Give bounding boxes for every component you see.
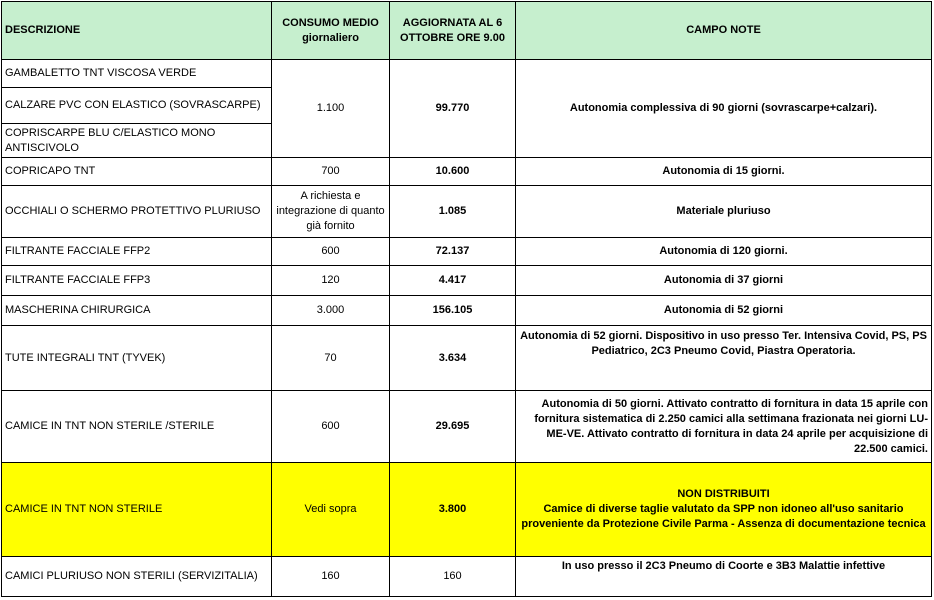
table-row xyxy=(2,158,932,186)
row-consumo: A richiesta e integrazione di quanto già fornito xyxy=(272,186,390,238)
row-consumo: 700 xyxy=(272,158,390,186)
header-consumo: CONSUMO MEDIO giornaliero xyxy=(272,2,390,60)
row-consumo: 3.000 xyxy=(272,296,390,326)
header-descrizione: DESCRIZIONE xyxy=(2,2,272,60)
row-consumo: Vedi sopra xyxy=(272,463,390,557)
row-desc: TUTE INTEGRALI TNT (TYVEK) xyxy=(2,326,272,391)
row-note: Autonomia di 52 giorni xyxy=(516,296,932,326)
header-aggiornata: AGGIORNATA AL 6 OTTOBRE ORE 9.00 xyxy=(390,2,516,60)
table-row xyxy=(2,326,932,391)
row-desc: CAMICE IN TNT NON STERILE /STERILE xyxy=(2,391,272,463)
row-desc: COPRICAPO TNT xyxy=(2,158,272,186)
row-note: Autonomia di 37 giorni xyxy=(516,266,932,296)
row-qty: 72.137 xyxy=(390,238,516,266)
row-desc: CALZARE PVC CON ELASTICO (SOVRASCARPE) xyxy=(2,88,272,124)
table-row-highlighted xyxy=(2,463,932,557)
row-consumo: 600 xyxy=(272,391,390,463)
row-qty: 156.105 xyxy=(390,296,516,326)
note-title: NON DISTRIBUITI xyxy=(677,488,770,500)
row-desc: OCCHIALI O SCHERMO PROTETTIVO PLURIUSO xyxy=(2,186,272,238)
row-desc: FILTRANTE FACCIALE FFP3 xyxy=(2,266,272,296)
header-row xyxy=(2,2,932,60)
row-note: Autonomia di 50 giorni. Attivato contratto di fornitura in data 15 aprile con fornitura sistematica di 2.250 camici alla settimana frazionata nei giorni LU-ME-VE. Attivato contratto di fornitura in data 24 aprile per acquisizione di 22.500 camici. xyxy=(516,391,932,463)
row-note: Autonomia complessiva di 90 giorni (sovrascarpe+calzari). xyxy=(516,60,932,158)
row-qty: 29.695 xyxy=(390,391,516,463)
row-desc: MASCHERINA CHIRURGICA xyxy=(2,296,272,326)
table-row xyxy=(2,186,932,238)
table-row xyxy=(2,60,932,88)
row-consumo: 70 xyxy=(272,326,390,391)
table-row xyxy=(2,557,932,597)
row-consumo: 160 xyxy=(272,557,390,597)
row-consumo: 1.100 xyxy=(272,60,390,158)
row-qty: 1.085 xyxy=(390,186,516,238)
row-qty: 160 xyxy=(390,557,516,597)
row-qty: 4.417 xyxy=(390,266,516,296)
row-qty: 3.634 xyxy=(390,326,516,391)
row-qty: 99.770 xyxy=(390,60,516,158)
row-consumo: 120 xyxy=(272,266,390,296)
row-note: In uso presso il 2C3 Pneumo di Coorte e 3B3 Malattie infettive xyxy=(516,557,932,597)
table-row xyxy=(2,238,932,266)
row-note: Autonomia di 52 giorni. Dispositivo in uso presso Ter. Intensiva Covid, PS, PS Pediatrico, 2C3 Pneumo Covid, Piastra Operatoria. xyxy=(516,326,932,391)
row-qty: 10.600 xyxy=(390,158,516,186)
row-note: Autonomia di 15 giorni. xyxy=(516,158,932,186)
row-note: Autonomia di 120 giorni. xyxy=(516,238,932,266)
row-desc: CAMICI PLURIUSO NON STERILI (SERVIZITALIA) xyxy=(2,557,272,597)
table-row xyxy=(2,266,932,296)
row-desc: CAMICE IN TNT NON STERILE xyxy=(2,463,272,557)
row-qty: 3.800 xyxy=(390,463,516,557)
header-note: CAMPO NOTE xyxy=(516,2,932,60)
row-desc: FILTRANTE FACCIALE FFP2 xyxy=(2,238,272,266)
row-desc: GAMBALETTO TNT VISCOSA VERDE xyxy=(2,60,272,88)
row-consumo: 600 xyxy=(272,238,390,266)
row-note: Materiale pluriuso xyxy=(516,186,932,238)
table-row xyxy=(2,296,932,326)
ppe-inventory-table xyxy=(1,1,932,597)
row-desc: COPRISCARPE BLU C/ELASTICO MONO ANTISCIVOLO xyxy=(2,124,272,158)
note-text: Camice di diverse taglie valutato da SPP non idoneo all'uso sanitario proveniente da Protezione Civile Parma - Assenza di documentazione tecnica xyxy=(521,503,926,530)
table-row xyxy=(2,391,932,463)
row-note xyxy=(516,463,932,557)
